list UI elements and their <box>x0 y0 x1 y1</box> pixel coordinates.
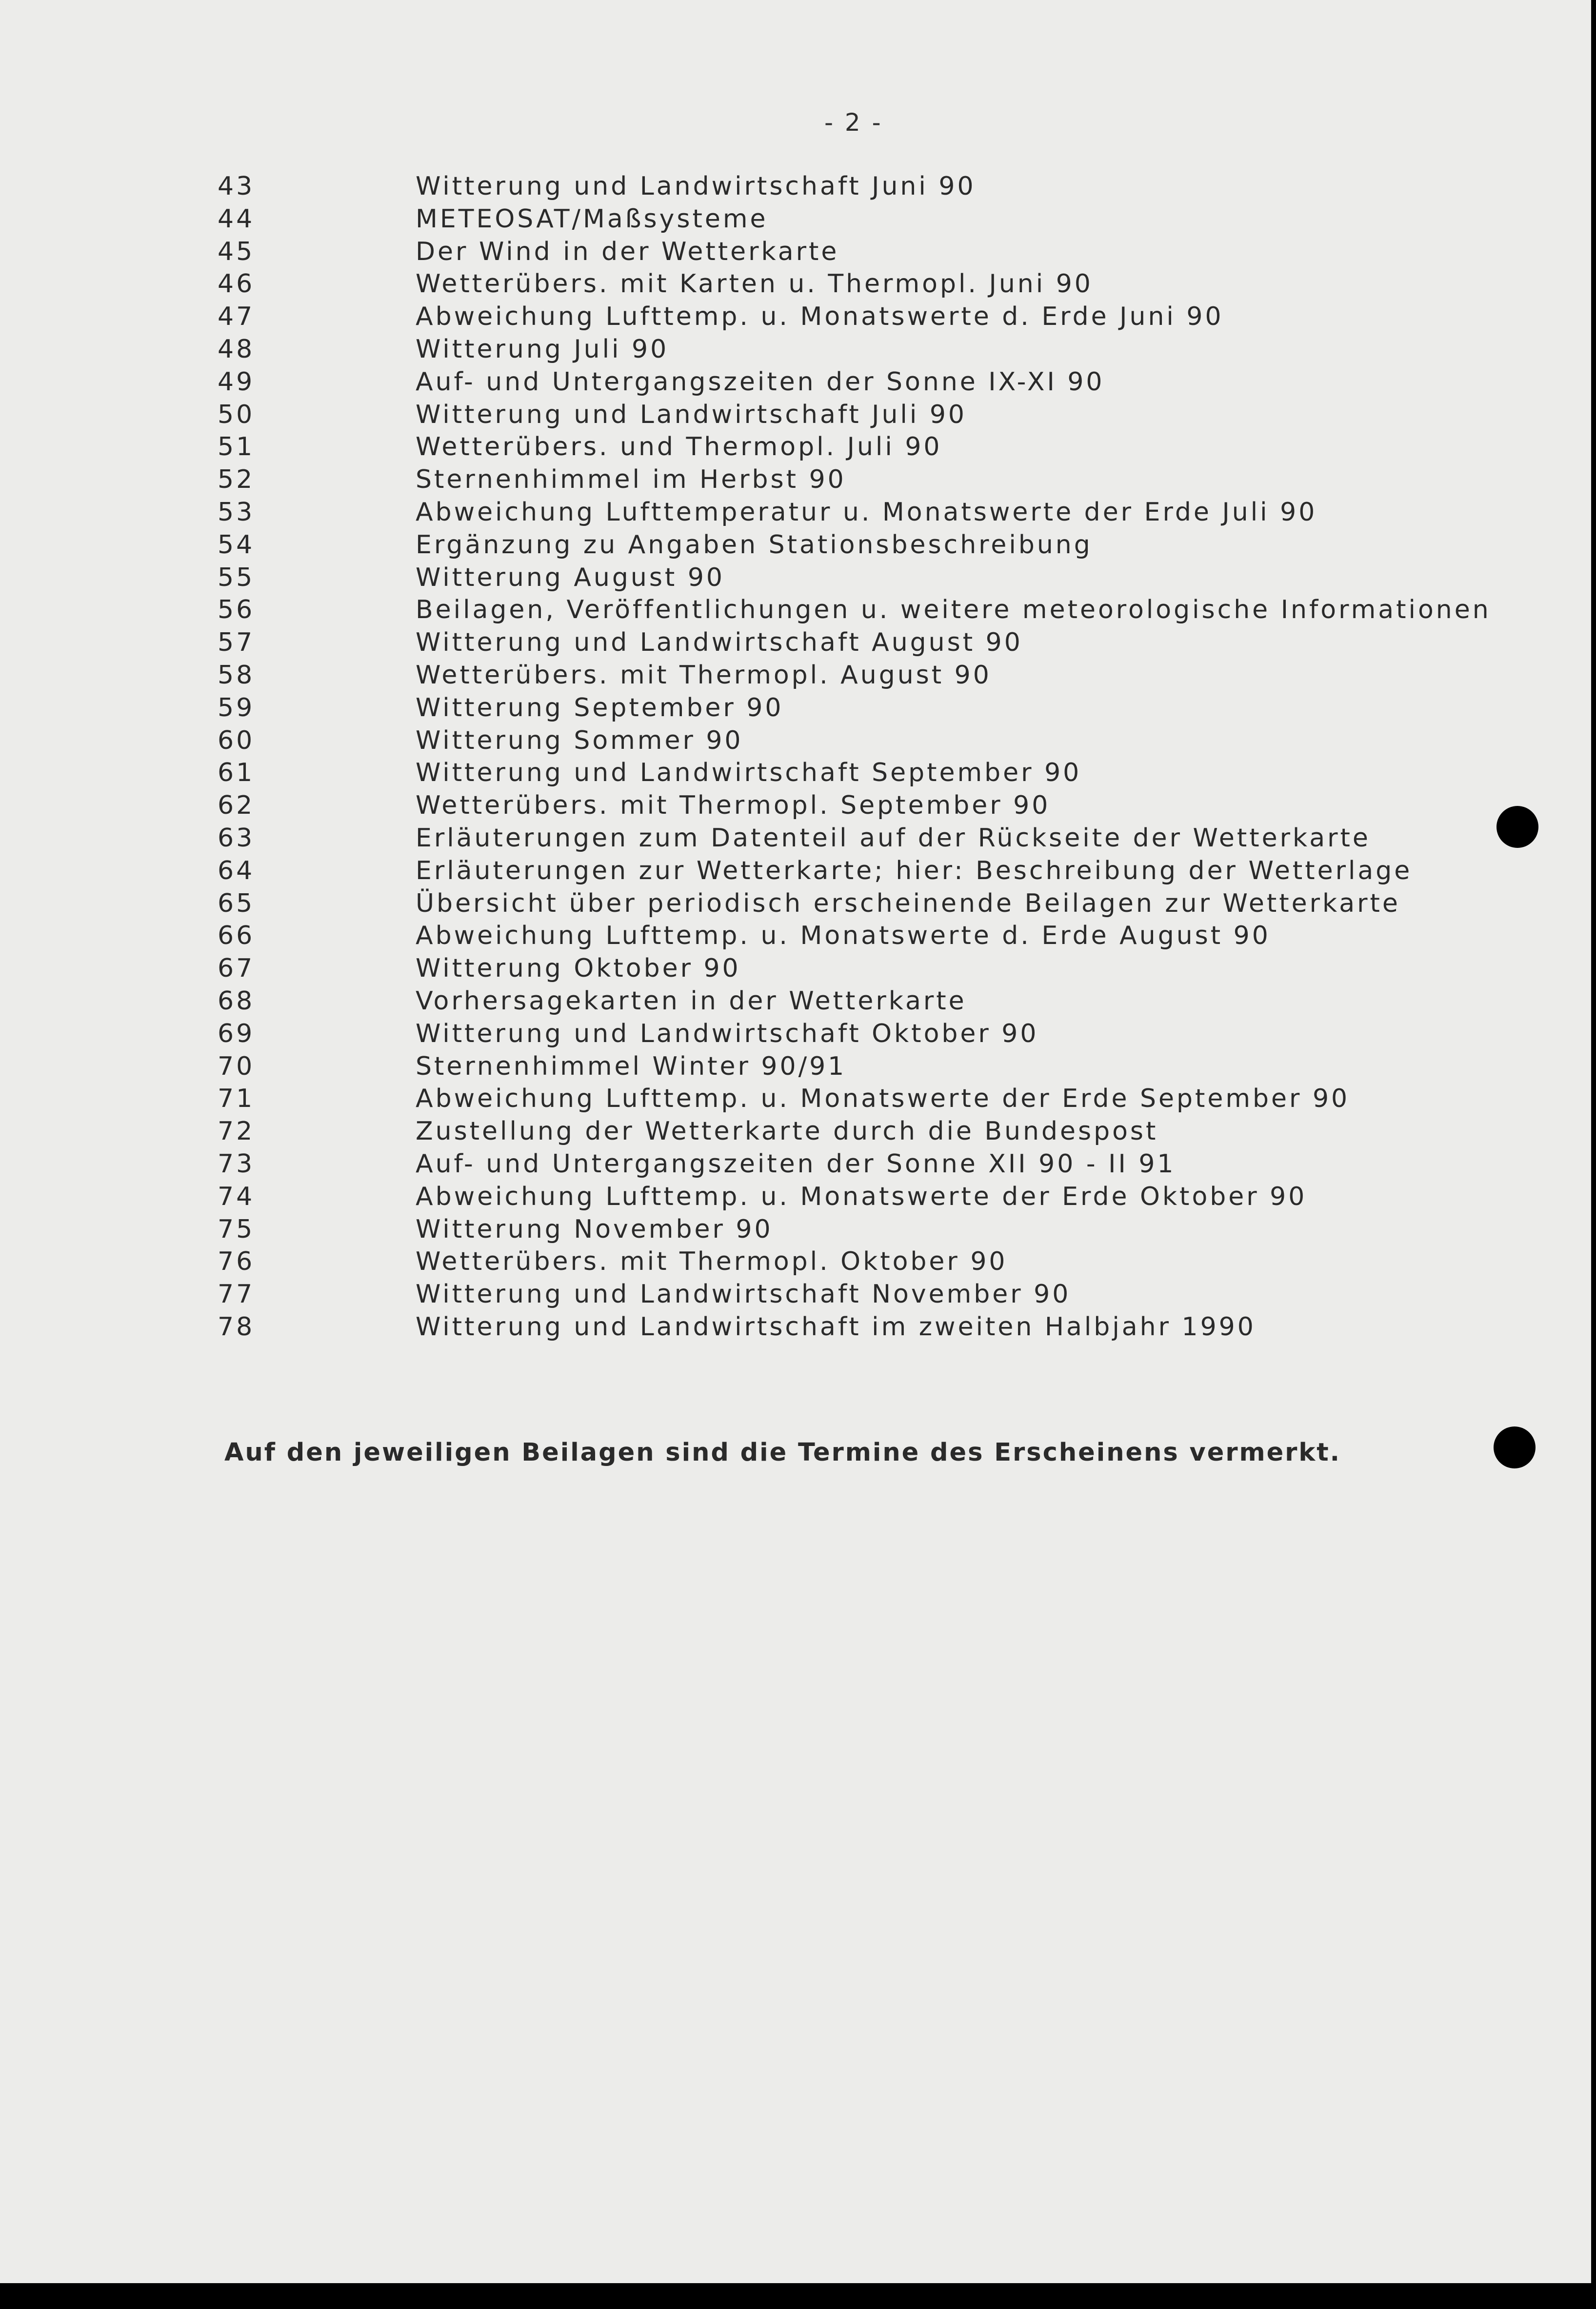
entry-number: 54 <box>218 530 255 560</box>
entry-number: 53 <box>218 497 255 527</box>
list-item <box>0 302 1591 335</box>
list-item <box>0 856 1591 889</box>
entry-title: Witterung und Landwirtschaft September 90 <box>416 758 1082 788</box>
entry-number: 76 <box>218 1247 255 1277</box>
entry-title: Witterung und Landwirtschaft Juni 90 <box>416 172 976 201</box>
entry-number: 78 <box>218 1312 255 1342</box>
list-item <box>0 726 1591 759</box>
entry-title: Witterung Oktober 90 <box>416 954 741 984</box>
page-number: - 2 - <box>824 108 883 137</box>
entry-number: 45 <box>218 237 255 266</box>
entry-title: Abweichung Lufttemperatur u. Monatswerte der Erde Juli 90 <box>416 497 1317 527</box>
list-item <box>0 432 1591 465</box>
entry-title: Witterung September 90 <box>416 693 784 723</box>
list-item <box>0 1117 1591 1149</box>
entry-title: Auf- und Untergangszeiten der Sonne XII 90 - II 91 <box>416 1149 1176 1179</box>
list-item <box>0 823 1591 856</box>
entry-number: 63 <box>218 823 255 853</box>
entry-title: Erläuterungen zum Datenteil auf der Rückseite der Wetterkarte <box>416 823 1371 853</box>
entry-number: 59 <box>218 693 255 723</box>
list-item <box>0 563 1591 596</box>
list-item <box>0 758 1591 791</box>
list-item <box>0 661 1591 693</box>
entry-number: 50 <box>218 400 255 429</box>
list-item <box>0 269 1591 302</box>
entry-number: 62 <box>218 791 255 821</box>
entry-number: 52 <box>218 465 255 495</box>
list-item <box>0 367 1591 400</box>
entry-title: Abweichung Lufttemp. u. Monatswerte d. Erde Juni 90 <box>416 302 1224 332</box>
entry-number: 55 <box>218 562 255 592</box>
entry-title: Witterung Sommer 90 <box>416 725 743 755</box>
entry-title: Witterung und Landwirtschaft November 90 <box>416 1280 1071 1309</box>
list-item <box>0 889 1591 922</box>
entry-title: Wetterübers. mit Thermopl. August 90 <box>416 660 992 690</box>
list-item <box>0 1215 1591 1247</box>
entry-number: 73 <box>218 1149 255 1179</box>
entry-title: Wetterübers. mit Thermopl. September 90 <box>416 791 1051 821</box>
entry-title: Abweichung Lufttemp. u. Monatswerte der Erde Oktober 90 <box>416 1182 1307 1211</box>
entry-title: Ergänzung zu Angaben Stationsbeschreibung <box>416 530 1093 560</box>
list-item <box>0 465 1591 498</box>
entry-number: 46 <box>218 269 255 299</box>
list-item <box>0 1280 1591 1312</box>
entry-title: Witterung und Landwirtschaft August 90 <box>416 628 1023 658</box>
entry-title: Witterung November 90 <box>416 1214 773 1244</box>
entry-number: 67 <box>218 954 255 984</box>
entry-title: Wetterübers. mit Karten u. Thermopl. Juni 90 <box>416 269 1093 299</box>
list-item <box>0 335 1591 367</box>
entry-number: 56 <box>218 595 255 625</box>
entry-number: 75 <box>218 1214 255 1244</box>
entry-title: Auf- und Untergangszeiten der Sonne IX-XI 90 <box>416 367 1105 397</box>
entry-number: 64 <box>218 856 255 885</box>
entry-number: 48 <box>218 334 255 364</box>
entry-title: METEOSAT/Maßsysteme <box>416 204 768 234</box>
list-item <box>0 1149 1591 1182</box>
entry-number: 44 <box>218 204 255 234</box>
entry-number: 68 <box>218 986 255 1016</box>
list-item <box>0 1247 1591 1280</box>
entry-title: Abweichung Lufttemp. u. Monatswerte der Erde September 90 <box>416 1084 1350 1114</box>
entry-title: Witterung und Landwirtschaft Juli 90 <box>416 400 967 429</box>
list-item <box>0 530 1591 563</box>
list-item <box>0 595 1591 628</box>
footnote: Auf den jeweiligen Beilagen sind die Termine des Erscheinens vermerkt. <box>224 1438 1341 1467</box>
entry-number: 60 <box>218 725 255 755</box>
list-item <box>0 237 1591 270</box>
entry-number: 77 <box>218 1280 255 1309</box>
entry-number: 49 <box>218 367 255 397</box>
entry-number: 70 <box>218 1051 255 1081</box>
list-item <box>0 628 1591 661</box>
entry-title: Wetterübers. mit Thermopl. Oktober 90 <box>416 1247 1008 1277</box>
list-item <box>0 954 1591 986</box>
entry-number: 47 <box>218 302 255 332</box>
entry-number: 71 <box>218 1084 255 1114</box>
list-item <box>0 1019 1591 1052</box>
entry-number: 72 <box>218 1117 255 1146</box>
list-item <box>0 1182 1591 1215</box>
list-item <box>0 1312 1591 1345</box>
entry-number: 61 <box>218 758 255 788</box>
entry-number: 43 <box>218 172 255 201</box>
list-item <box>0 791 1591 823</box>
entry-title: Vorhersagekarten in der Wetterkarte <box>416 986 967 1016</box>
supplement-list <box>0 172 1591 1345</box>
entry-title: Erläuterungen zur Wetterkarte; hier: Beschreibung der Wetterlage <box>416 856 1413 885</box>
list-item <box>0 1084 1591 1117</box>
entry-title: Beilagen, Veröffentlichungen u. weitere meteorologische Informationen <box>416 595 1491 625</box>
entry-title: Sternenhimmel im Herbst 90 <box>416 465 846 495</box>
punch-hole <box>1494 1426 1536 1468</box>
entry-title: Witterung und Landwirtschaft Oktober 90 <box>416 1019 1039 1048</box>
list-item <box>0 693 1591 726</box>
entry-title: Der Wind in der Wetterkarte <box>416 237 839 266</box>
entry-number: 57 <box>218 628 255 658</box>
entry-title: Witterung und Landwirtschaft im zweiten Halbjahr 1990 <box>416 1312 1256 1342</box>
entry-title: Wetterübers. und Thermopl. Juli 90 <box>416 432 942 462</box>
entry-title: Witterung August 90 <box>416 562 725 592</box>
list-item <box>0 921 1591 954</box>
list-item <box>0 172 1591 204</box>
entry-number: 69 <box>218 1019 255 1048</box>
entry-title: Zustellung der Wetterkarte durch die Bundespost <box>416 1117 1158 1146</box>
entry-title: Sternenhimmel Winter 90/91 <box>416 1051 847 1081</box>
list-item <box>0 986 1591 1019</box>
entry-number: 65 <box>218 888 255 918</box>
list-item <box>0 204 1591 237</box>
entry-title: Übersicht über periodisch erscheinende Beilagen zur Wetterkarte <box>416 888 1400 918</box>
entry-number: 66 <box>218 921 255 951</box>
punch-hole <box>1496 806 1538 848</box>
entry-number: 58 <box>218 660 255 690</box>
entry-number: 74 <box>218 1182 255 1211</box>
list-item <box>0 400 1591 433</box>
list-item <box>0 1052 1591 1084</box>
entry-title: Abweichung Lufttemp. u. Monatswerte d. Erde August 90 <box>416 921 1271 951</box>
entry-title: Witterung Juli 90 <box>416 334 669 364</box>
list-item <box>0 498 1591 530</box>
entry-number: 51 <box>218 432 255 462</box>
